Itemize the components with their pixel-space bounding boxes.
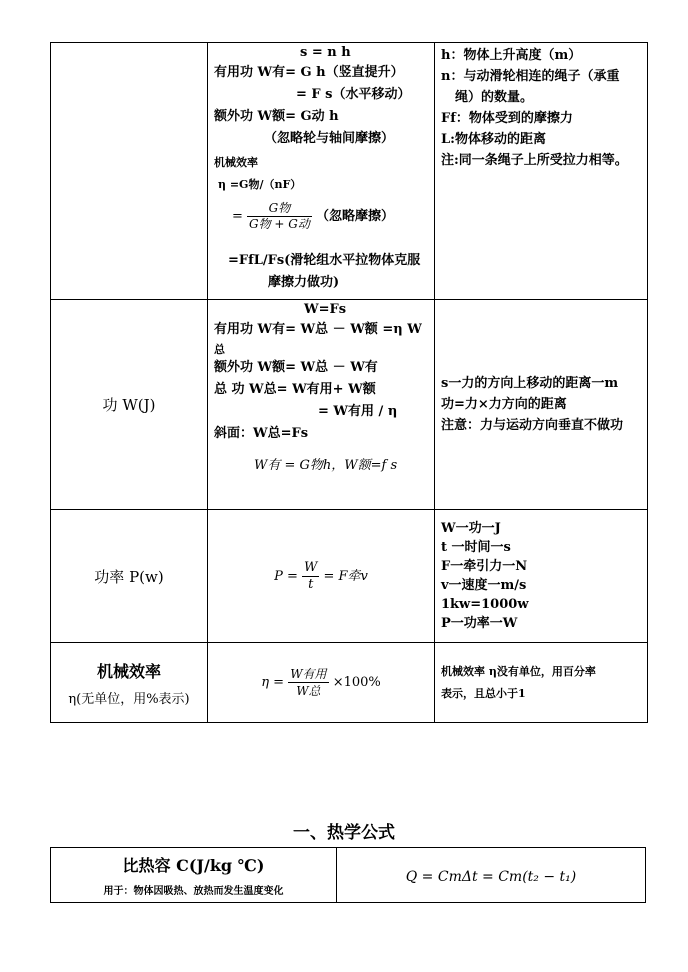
note-line: Ff：物体受到的摩擦力 [441,111,573,126]
fraction-denominator: W总 [296,684,321,698]
formula-line: W有 = G物h，W额=f s [254,458,398,473]
note-line: P一功率一W [441,616,518,631]
fraction-numerator: G物 [247,201,312,217]
table-row [51,848,646,903]
notes-cell [435,510,648,643]
note-line: 表示，且总小于1 [441,686,526,700]
note-line: 注:同一条绳子上所受拉力相等。 [441,153,628,168]
formula-line: 斜面：W总=Fs [214,426,309,441]
formula-cell [208,300,435,510]
specific-heat-usage: 用于：物体因吸热、放热而发生温度变化 [103,886,284,897]
table-row [51,643,648,723]
row-label-empty [51,43,208,300]
formula-line: 摩擦力做功) [268,275,340,290]
efficiency-title: 机械效率 [96,661,161,681]
thermal-formula-table [50,847,646,903]
formula-line: 总 功 W总= W有用+ W额 [214,382,376,397]
notes-cell [435,643,648,723]
formula-line: = W有用 / η [318,404,398,419]
note-line: 注意：力与运动方向垂直不做功 [441,418,624,433]
note-line: 1kw=1000w [441,597,529,612]
fraction-numerator: W有用 [290,667,327,681]
formula-line: 有用功 W有= G h（竖直提升） [214,65,404,80]
formula-lhs: η = [261,675,285,690]
fraction-numerator: W [304,559,318,575]
efficiency-subtitle: η(无单位，用%表示) [68,691,190,707]
efficiency-fraction: = $\frac{\text{G物}}{\text{G物 + G动}}$ （忽略摩擦） [232,201,395,231]
section-heading: 一、热学公式 [293,823,395,843]
note-line: L:物体移动的距离 [441,132,546,147]
table-row [51,510,648,643]
formula-cell [208,43,435,300]
formula-line: s = n h [300,45,351,60]
specific-heat-label-cell [51,848,337,903]
mechanics-formula-table [50,42,648,723]
note-line: s一力的方向上移动的距离一m [441,376,619,391]
note-line: 功=力×力方向的距离 [441,397,567,412]
notes-list [435,517,647,635]
formula-line: 额外功 W额= W总 － W有 [214,360,378,375]
formula-line: （忽略轮与轴间摩擦） [264,131,395,146]
note-line: W一功一J [441,521,501,536]
power-formula [274,559,368,592]
row-label-efficiency [51,643,208,723]
specific-heat-formula: Q = CmΔt = Cm(t₂ − t₁) [405,868,577,885]
fraction-denominator: t [308,576,314,592]
formula-lhs: P = [274,568,298,584]
formula-line: 有用功 W有= W总 － W额 =η W [214,322,422,337]
row-label-power: 功率 P(w) [51,510,208,643]
formula-cell [208,510,435,643]
note-line: t 一时间一s [441,540,511,555]
formula-line: 额外功 W额= G动 h [214,109,339,124]
note-line: 绳）的数量。 [455,90,534,105]
notes-list [435,43,647,173]
formula-cell [208,643,435,723]
efficiency-formula [261,667,381,698]
note-line: F一牵引力一N [441,559,528,574]
note-line: n：与动滑轮相连的绳子（承重 [441,69,620,84]
table-row [51,43,648,300]
specific-heat-title: 比热容 C(J/kg ℃) [122,856,265,875]
fraction-denominator: G物 + G动 [249,217,310,231]
note-line: h：物体上升高度（m） [441,48,582,63]
formula-line: η =G物/（nF） [218,178,302,191]
formula-line: W=Fs [304,302,347,317]
formula-rhs: ×100% [332,675,381,690]
formula-line: 总 [214,343,225,356]
specific-heat-formula-cell [337,848,646,903]
note-line: 机械效率 η没有单位，用百分率 [441,664,596,678]
formula-line: = F s（水平移动） [296,87,411,102]
table-row [51,300,648,510]
formula-note: （忽略摩擦） [316,209,395,224]
notes-cell [435,43,648,300]
row-label-work: 功 W(J) [51,300,208,510]
formula-line: 机械效率 [214,156,258,169]
formula-line: =FfL/Fs(滑轮组水平拉物体克服 [228,253,421,268]
formula-rhs: = F牵v [323,568,368,584]
notes-cell [435,300,648,510]
note-line: v一速度一m/s [441,578,527,593]
notes-list [435,371,647,438]
notes-list [435,661,647,705]
